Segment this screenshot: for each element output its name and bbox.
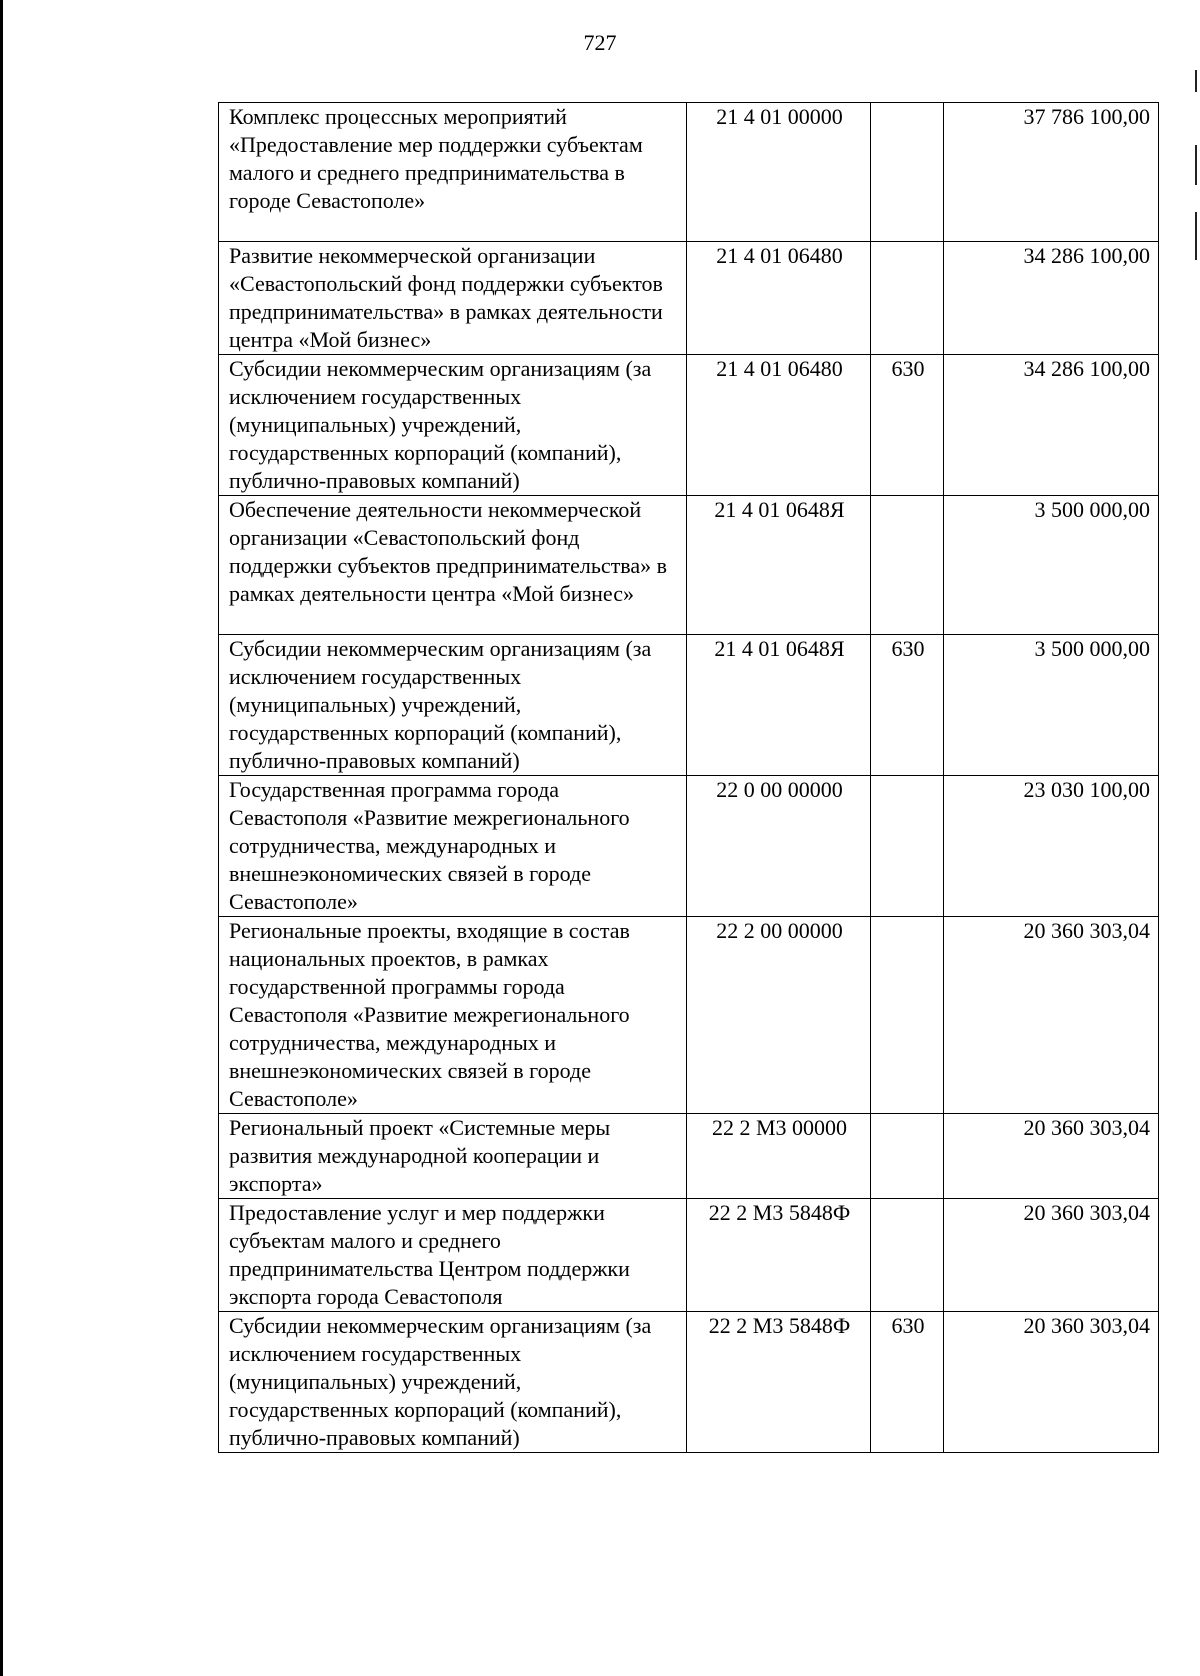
table-row: [219, 1199, 1159, 1312]
row-code-cell: 22 2 М3 5848Ф: [687, 1199, 871, 1312]
row-sum-cell: 3 500 000,00: [944, 496, 1159, 635]
row-sum-cell: 37 786 100,00: [944, 103, 1159, 242]
row-type-cell: 630: [871, 355, 944, 496]
row-name-cell: Комплекс процессных мероприятий «Предоставление мер поддержки субъектам малого и среднего предпринимательства в городе Севастополе»: [219, 103, 687, 242]
row-type-cell: [871, 776, 944, 917]
row-name-cell: Региональные проекты, входящие в состав национальных проектов, в рамках государственной программы города Севастополя «Развитие межрегионального сотрудничества, международных и внешнеэкономических связей в городе Севастополе»: [219, 917, 687, 1114]
row-sum-cell: 23 030 100,00: [944, 776, 1159, 917]
row-type-cell: [871, 917, 944, 1114]
row-sum-cell: 20 360 303,04: [944, 1312, 1159, 1453]
row-sum-cell: 34 286 100,00: [944, 242, 1159, 355]
row-name-cell: Субсидии некоммерческим организациям (за исключением государственных (муниципальных) учреждений, государственных корпораций (компаний), публично-правовых компаний): [219, 635, 687, 776]
row-code-cell: 21 4 01 0648Я: [687, 496, 871, 635]
row-sum-cell: 20 360 303,04: [944, 1199, 1159, 1312]
table-row: [219, 917, 1159, 1114]
table-row: [219, 635, 1159, 776]
row-type-cell: 630: [871, 635, 944, 776]
table-row: [219, 242, 1159, 355]
row-code-cell: 21 4 01 06480: [687, 355, 871, 496]
budget-table: [218, 102, 1159, 1453]
row-name-cell: Развитие некоммерческой организации «Севастопольский фонд поддержки субъектов предпринимательства» в рамках деятельности центра «Мой бизнес»: [219, 242, 687, 355]
row-sum-cell: 20 360 303,04: [944, 917, 1159, 1114]
row-code-cell: 22 2 М3 5848Ф: [687, 1312, 871, 1453]
scan-mark: [1195, 70, 1197, 92]
row-name-cell: Обеспечение деятельности некоммерческой организации «Севастопольский фонд поддержки субъектов предпринимательства» в рамках деятельности центра «Мой бизнес»: [219, 496, 687, 635]
row-code-cell: 21 4 01 06480: [687, 242, 871, 355]
scan-mark: [1195, 145, 1197, 185]
row-name-cell: Субсидии некоммерческим организациям (за исключением государственных (муниципальных) учреждений, государственных корпораций (компаний), публично-правовых компаний): [219, 355, 687, 496]
page-number: 727: [583, 30, 617, 55]
row-name-cell: Региональный проект «Системные меры развития международной кооперации и экспорта»: [219, 1114, 687, 1199]
row-sum-cell: 3 500 000,00: [944, 635, 1159, 776]
table-row: [219, 103, 1159, 242]
scan-left-edge: [0, 0, 3, 1676]
row-name-cell: Субсидии некоммерческим организациям (за исключением государственных (муниципальных) учреждений, государственных корпораций (компаний), публично-правовых компаний): [219, 1312, 687, 1453]
table-row: [219, 1114, 1159, 1199]
scan-mark: [1195, 212, 1197, 260]
row-code-cell: 22 2 00 00000: [687, 917, 871, 1114]
row-name-cell: Государственная программа города Севастополя «Развитие межрегионального сотрудничества, международных и внешнеэкономических связей в городе Севастополе»: [219, 776, 687, 917]
row-type-cell: [871, 1114, 944, 1199]
row-sum-cell: 20 360 303,04: [944, 1114, 1159, 1199]
row-type-cell: [871, 242, 944, 355]
row-type-cell: 630: [871, 1312, 944, 1453]
row-type-cell: [871, 496, 944, 635]
row-type-cell: [871, 103, 944, 242]
table-row: [219, 776, 1159, 917]
table-row: [219, 355, 1159, 496]
row-name-cell: Предоставление услуг и мер поддержки субъектам малого и среднего предпринимательства Центром поддержки экспорта города Севастополя: [219, 1199, 687, 1312]
row-code-cell: 22 2 М3 00000: [687, 1114, 871, 1199]
row-code-cell: 21 4 01 0648Я: [687, 635, 871, 776]
row-sum-cell: 34 286 100,00: [944, 355, 1159, 496]
row-type-cell: [871, 1199, 944, 1312]
table-row: [219, 1312, 1159, 1453]
table-row: [219, 496, 1159, 635]
row-code-cell: 22 0 00 00000: [687, 776, 871, 917]
row-code-cell: 21 4 01 00000: [687, 103, 871, 242]
